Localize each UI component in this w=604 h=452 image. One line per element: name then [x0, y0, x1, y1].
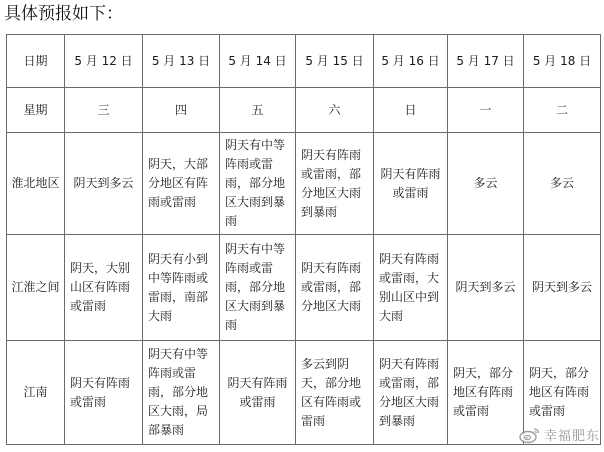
forecast-cell: 阴天，大部分地区有阵雨或雷雨 — [143, 133, 220, 235]
page-heading: 具体预报如下： — [4, 4, 123, 24]
weekday-cell: 五 — [220, 88, 296, 133]
watermark — [519, 425, 600, 444]
forecast-cell: 阴天有阵雨或雷雨 — [65, 341, 143, 445]
date-cell: 5 月 17 日 — [448, 35, 524, 88]
date-cell: 5 月 18 日 — [524, 35, 601, 88]
forecast-cell: 多云到阴天，部分地区有阵雨或雷雨 — [296, 341, 374, 445]
forecast-cell: 阴天，部分地区有阵雨或雷雨 — [524, 341, 601, 445]
weekday-cell: 日 — [374, 88, 448, 133]
forecast-cell: 阴天有阵雨或雷雨，部分地区大雨到暴雨 — [296, 133, 374, 235]
forecast-cell: 阴天有阵雨或雷雨，大别山区中到大雨 — [374, 235, 448, 341]
forecast-cell: 阴天有阵雨或雷雨，部分地区大雨 — [296, 235, 374, 341]
forecast-cell: 阴天有中等阵雨或雷雨，部分地区大雨，局部暴雨 — [143, 341, 220, 445]
forecast-cell: 阴天有中等阵雨或雷雨，部分地区大雨到暴雨 — [220, 133, 296, 235]
date-cell: 5 月 16 日 — [374, 35, 448, 88]
date-cell: 5 月 15 日 — [296, 35, 374, 88]
weekday-cell: 一 — [448, 88, 524, 133]
forecast-cell: 阴天到多云 — [65, 133, 143, 235]
date-cell: 5 月 13 日 — [143, 35, 220, 88]
watermark-text: 幸福肥东 — [543, 429, 600, 444]
weekday-cell: 四 — [143, 88, 220, 133]
date-row — [7, 35, 601, 88]
forecast-cell: 阴天有阵雨或雷雨，部分地区大雨到暴雨 — [374, 341, 448, 445]
forecast-cell: 阴天，大别山区有阵雨或雷雨 — [65, 235, 143, 341]
region-row-jianghuai — [7, 235, 601, 341]
forecast-table — [6, 34, 601, 445]
forecast-cell: 多云 — [448, 133, 524, 235]
forecast-cell: 阴天有小到中等阵雨或雷雨，南部大雨 — [143, 235, 220, 341]
region-name-cell: 淮北地区 — [7, 133, 65, 235]
region-name-cell: 江淮之间 — [7, 235, 65, 341]
forecast-table-container — [6, 34, 600, 445]
forecast-cell: 阴天到多云 — [524, 235, 601, 341]
weibo-icon — [519, 426, 541, 444]
date-header-cell: 日期 — [7, 35, 65, 88]
weekday-cell: 二 — [524, 88, 601, 133]
forecast-cell: 多云 — [524, 133, 601, 235]
forecast-cell: 阴天有阵雨或雷雨 — [374, 133, 448, 235]
forecast-cell: 阴天到多云 — [448, 235, 524, 341]
weekday-cell: 六 — [296, 88, 374, 133]
region-row-jiangnan — [7, 341, 601, 445]
region-row-huaibei — [7, 133, 601, 235]
forecast-cell: 阴天，部分地区有阵雨或雷雨 — [448, 341, 524, 445]
date-cell: 5 月 12 日 — [65, 35, 143, 88]
region-name-cell: 江南 — [7, 341, 65, 445]
date-cell: 5 月 14 日 — [220, 35, 296, 88]
weekday-header-cell: 星期 — [7, 88, 65, 133]
weekday-cell: 三 — [65, 88, 143, 133]
weekday-row — [7, 88, 601, 133]
forecast-cell: 阴天有中等阵雨或雷雨，部分地区大雨到暴雨 — [220, 235, 296, 341]
forecast-cell: 阴天有阵雨或雷雨 — [220, 341, 296, 445]
